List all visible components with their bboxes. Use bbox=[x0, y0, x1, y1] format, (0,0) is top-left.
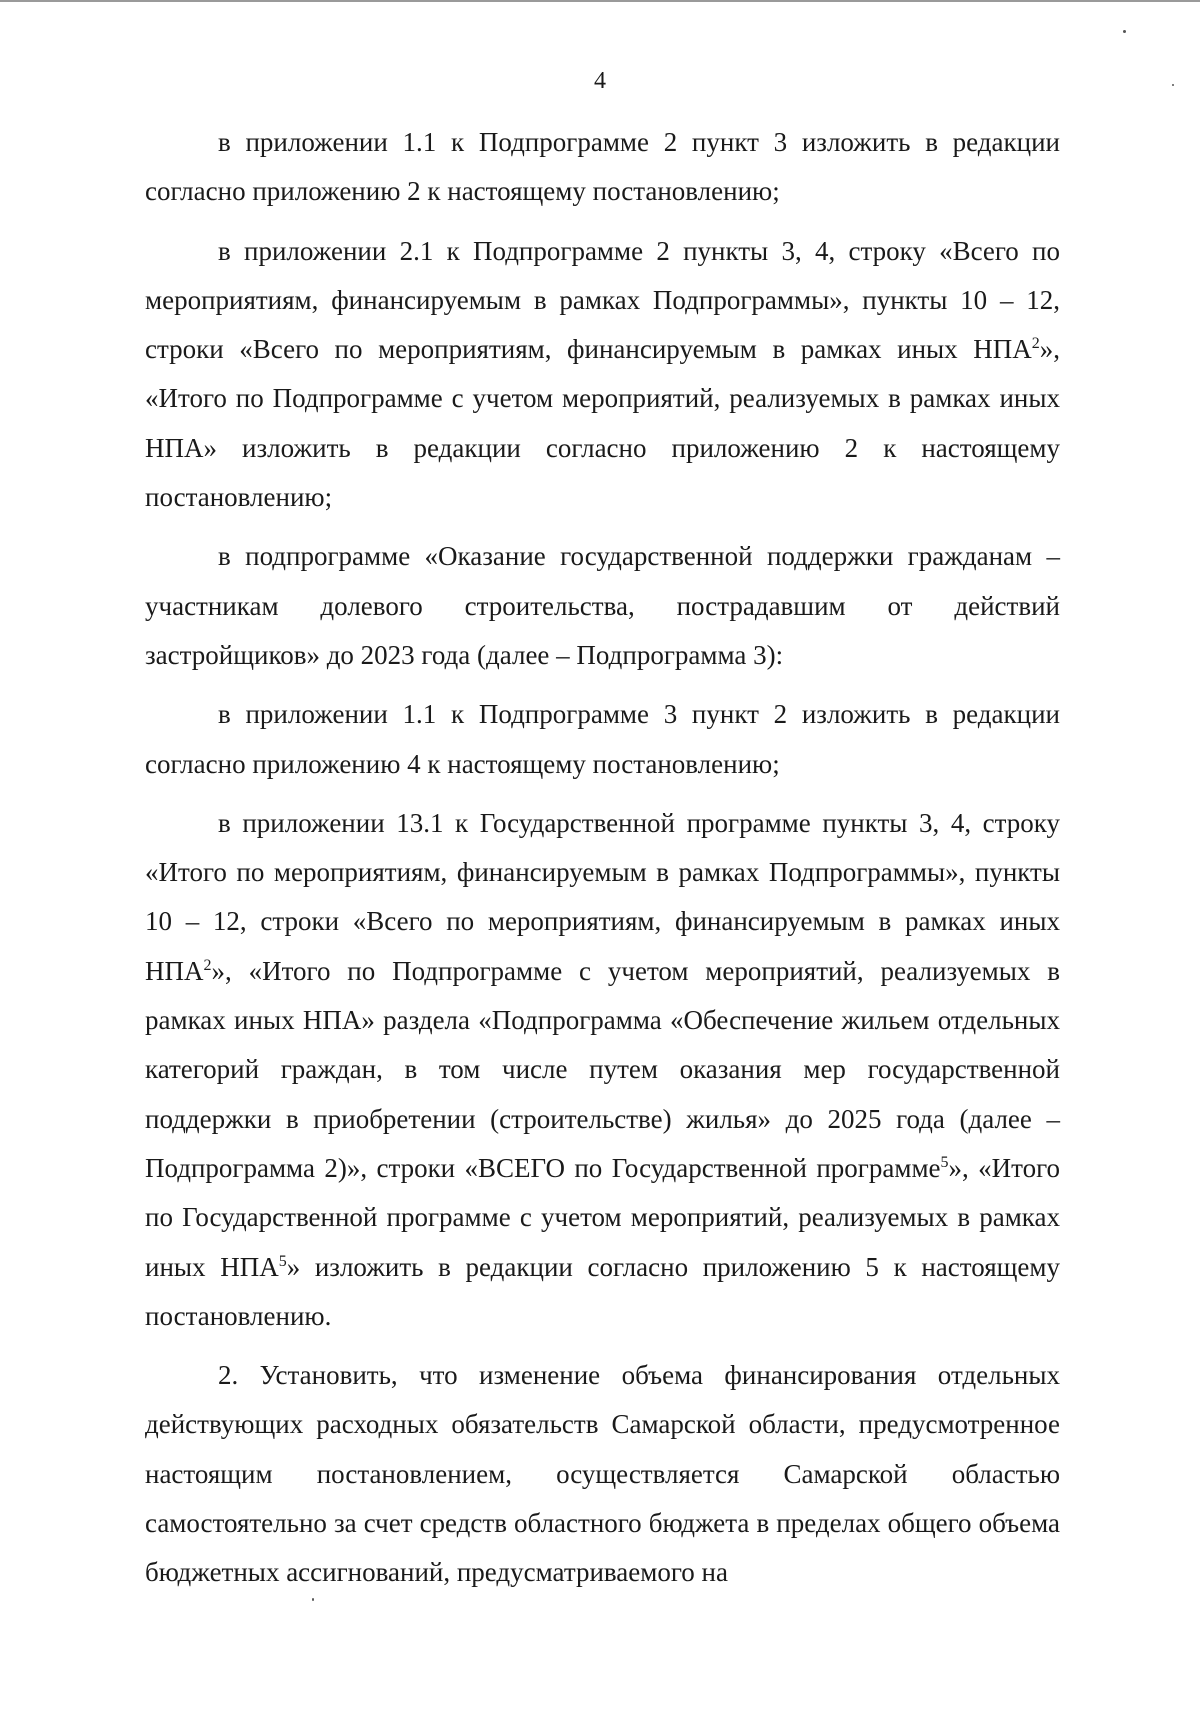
paragraph-5 bbox=[145, 799, 1060, 1341]
paragraph-6 bbox=[145, 1351, 1060, 1597]
paragraph-text: в подпрограмме «Оказание государственной поддержки гражданам – участникам долевого строительства, пострадавшим от действий застройщиков» до 2023 года (далее – Подпрограмма 3): bbox=[145, 541, 1060, 670]
paragraph-2 bbox=[145, 227, 1060, 523]
paragraph-text: », «Итого по Государственной программе с учетом мероприятий, реализуемых в рамках иных НПА bbox=[145, 1152, 1060, 1282]
scan-speck bbox=[1172, 84, 1174, 86]
page-number: 4 bbox=[594, 68, 606, 94]
scan-top-edge bbox=[0, 0, 1200, 2]
paragraph-text: в приложении 13.1 к Государственной программе пункты 3, 4, строку «Итого по мероприятиям, финансируемым в рамках Подпрограммы», пункты 10 – 12, строки «Всего по мероприятиям, финансируемым в рамках иных НПА bbox=[145, 807, 1060, 986]
paragraph-text: в приложении 1.1 к Подпрограмме 2 пункт 3 изложить в редакции согласно приложению 2 к настоящему постановлению; bbox=[145, 127, 1060, 207]
footnote-ref: 5 bbox=[940, 1153, 949, 1171]
body-text bbox=[145, 118, 1060, 1608]
footnote-ref: 5 bbox=[278, 1252, 287, 1270]
paragraph-1 bbox=[145, 118, 1060, 217]
scan-speck bbox=[1123, 30, 1126, 33]
footnote-ref: 2 bbox=[1031, 335, 1040, 353]
paragraph-text: », «Итого по Подпрограмме с учетом мероприятий, реализуемых в рамках иных НПА» изложить в редакции согласно приложению 2 к настоящему постановлению; bbox=[145, 334, 1060, 513]
paragraph-text: в приложении 2.1 к Подпрограмме 2 пункты 3, 4, строку «Всего по мероприятиям, финансируемым в рамках Подпрограммы», пункты 10 – 12, строки «Всего по мероприятиям, финансируемым в рамках иных НПА bbox=[145, 235, 1060, 365]
paragraph-3 bbox=[145, 532, 1060, 680]
paragraph-text: 2. Установить, что изменение объема финансирования отдельных действующих расходных обязательств Самарской области, предусмотренное настоящим постановлением, осуществляется Самарской областью самостоятельно за счет средств областного бюджета в пределах общего объема бюджетных ассигнований, предусматриваемого на bbox=[145, 1360, 1060, 1588]
paragraph-4 bbox=[145, 690, 1060, 789]
footnote-ref: 2 bbox=[203, 956, 212, 974]
scan-speck bbox=[312, 1598, 314, 1601]
paragraph-text: » изложить в редакции согласно приложению 5 к настоящему постановлению. bbox=[145, 1251, 1060, 1331]
paragraph-text: », «Итого по Подпрограмме с учетом мероприятий, реализуемых в рамках иных НПА» раздела «Подпрограмма «Обеспечение жильем отдельных категорий граждан, в том числе путем оказания мер государственной поддержки в приобретении (строительстве) жилья» до 2025 года (далее – Подпрограмма 2)», строки «ВСЕГО по Государственной программе bbox=[145, 955, 1060, 1183]
paragraph-text: в приложении 1.1 к Подпрограмме 3 пункт 2 изложить в редакции согласно приложению 4 к настоящему постановлению; bbox=[145, 699, 1060, 779]
